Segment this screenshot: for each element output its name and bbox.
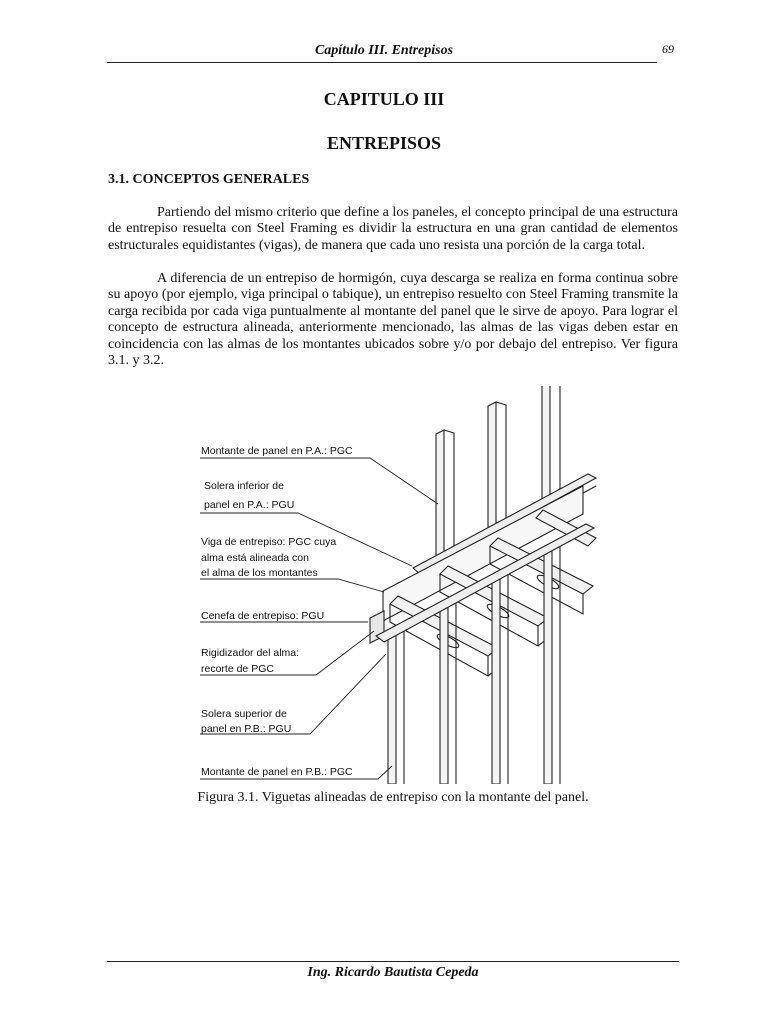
label-upper-stud: Montante de panel en P.A.: PGC bbox=[201, 445, 353, 457]
label-stiffener-1: Rigidizador del alma: bbox=[201, 647, 300, 659]
footer-author: Ing. Ricardo Bautista Cepeda bbox=[307, 965, 479, 980]
paragraph-2: A diferencia de un entrepiso de hormigón, cuya descarga se realiza en forma continua sobre su apoyo (por ejemplo, viga principal o tabique), un entrepiso resuelto con Steel Framing transmite la carga recibida por cada viga puntualmente al montante del panel que le sirve de apoyo. Para lograr el concepto de estructura alineada, anteriormente mencionado, las almas de las vigas deben estar en coincidencia con las almas de los montantes ubicados sobre y/o por debajo del entrepiso. Ver figura 3.1. y 3.2. bbox=[108, 271, 678, 369]
label-rim: Cenefa de entrepiso: PGU bbox=[201, 610, 325, 622]
page-number: 69 bbox=[662, 42, 674, 56]
chapter-number: CAPITULO III bbox=[323, 89, 445, 109]
rim-joist bbox=[383, 486, 583, 621]
page-header-title: Capítulo III. Entrepisos bbox=[314, 43, 454, 58]
label-upper-track-pb-1: Solera superior de bbox=[201, 708, 287, 720]
label-joist-3: el alma de los montantes bbox=[201, 567, 318, 579]
label-joist-1: Viga de entrepiso: PGC cuya bbox=[201, 536, 337, 548]
section-heading: 3.1. CONCEPTOS GENERALES bbox=[108, 172, 310, 187]
header-rule bbox=[107, 62, 657, 63]
figure-drawing bbox=[370, 386, 596, 784]
label-lower-track-pa-1: Solera inferior de bbox=[204, 480, 284, 492]
label-lower-stud: Montante de panel en P.B.: PGC bbox=[201, 766, 353, 778]
steel-framing-figure bbox=[198, 386, 598, 784]
label-joist-2: alma está alineada con bbox=[201, 552, 309, 564]
paragraph-1: Partiendo del mismo criterio que define a los paneles, el concepto principal de una estructura de entrepiso resuelta con Steel Framing es dividir la estructura en una gran cantidad de elementos estructurales equidistantes (vigas), de manera que cada uno resista una porción de la carga total. bbox=[108, 205, 678, 253]
figure-labels bbox=[201, 445, 353, 778]
figure-caption: Figura 3.1. Viguetas alineadas de entrepiso con la montante del panel. bbox=[197, 790, 589, 805]
footer-rule bbox=[107, 961, 679, 962]
chapter-title: ENTREPISOS bbox=[326, 133, 442, 153]
label-upper-track-pb-2: panel en P.B.: PGU bbox=[201, 723, 292, 735]
label-stiffener-2: recorte de PGC bbox=[201, 663, 274, 675]
label-lower-track-pa-2: panel en P.A.: PGU bbox=[204, 499, 295, 511]
